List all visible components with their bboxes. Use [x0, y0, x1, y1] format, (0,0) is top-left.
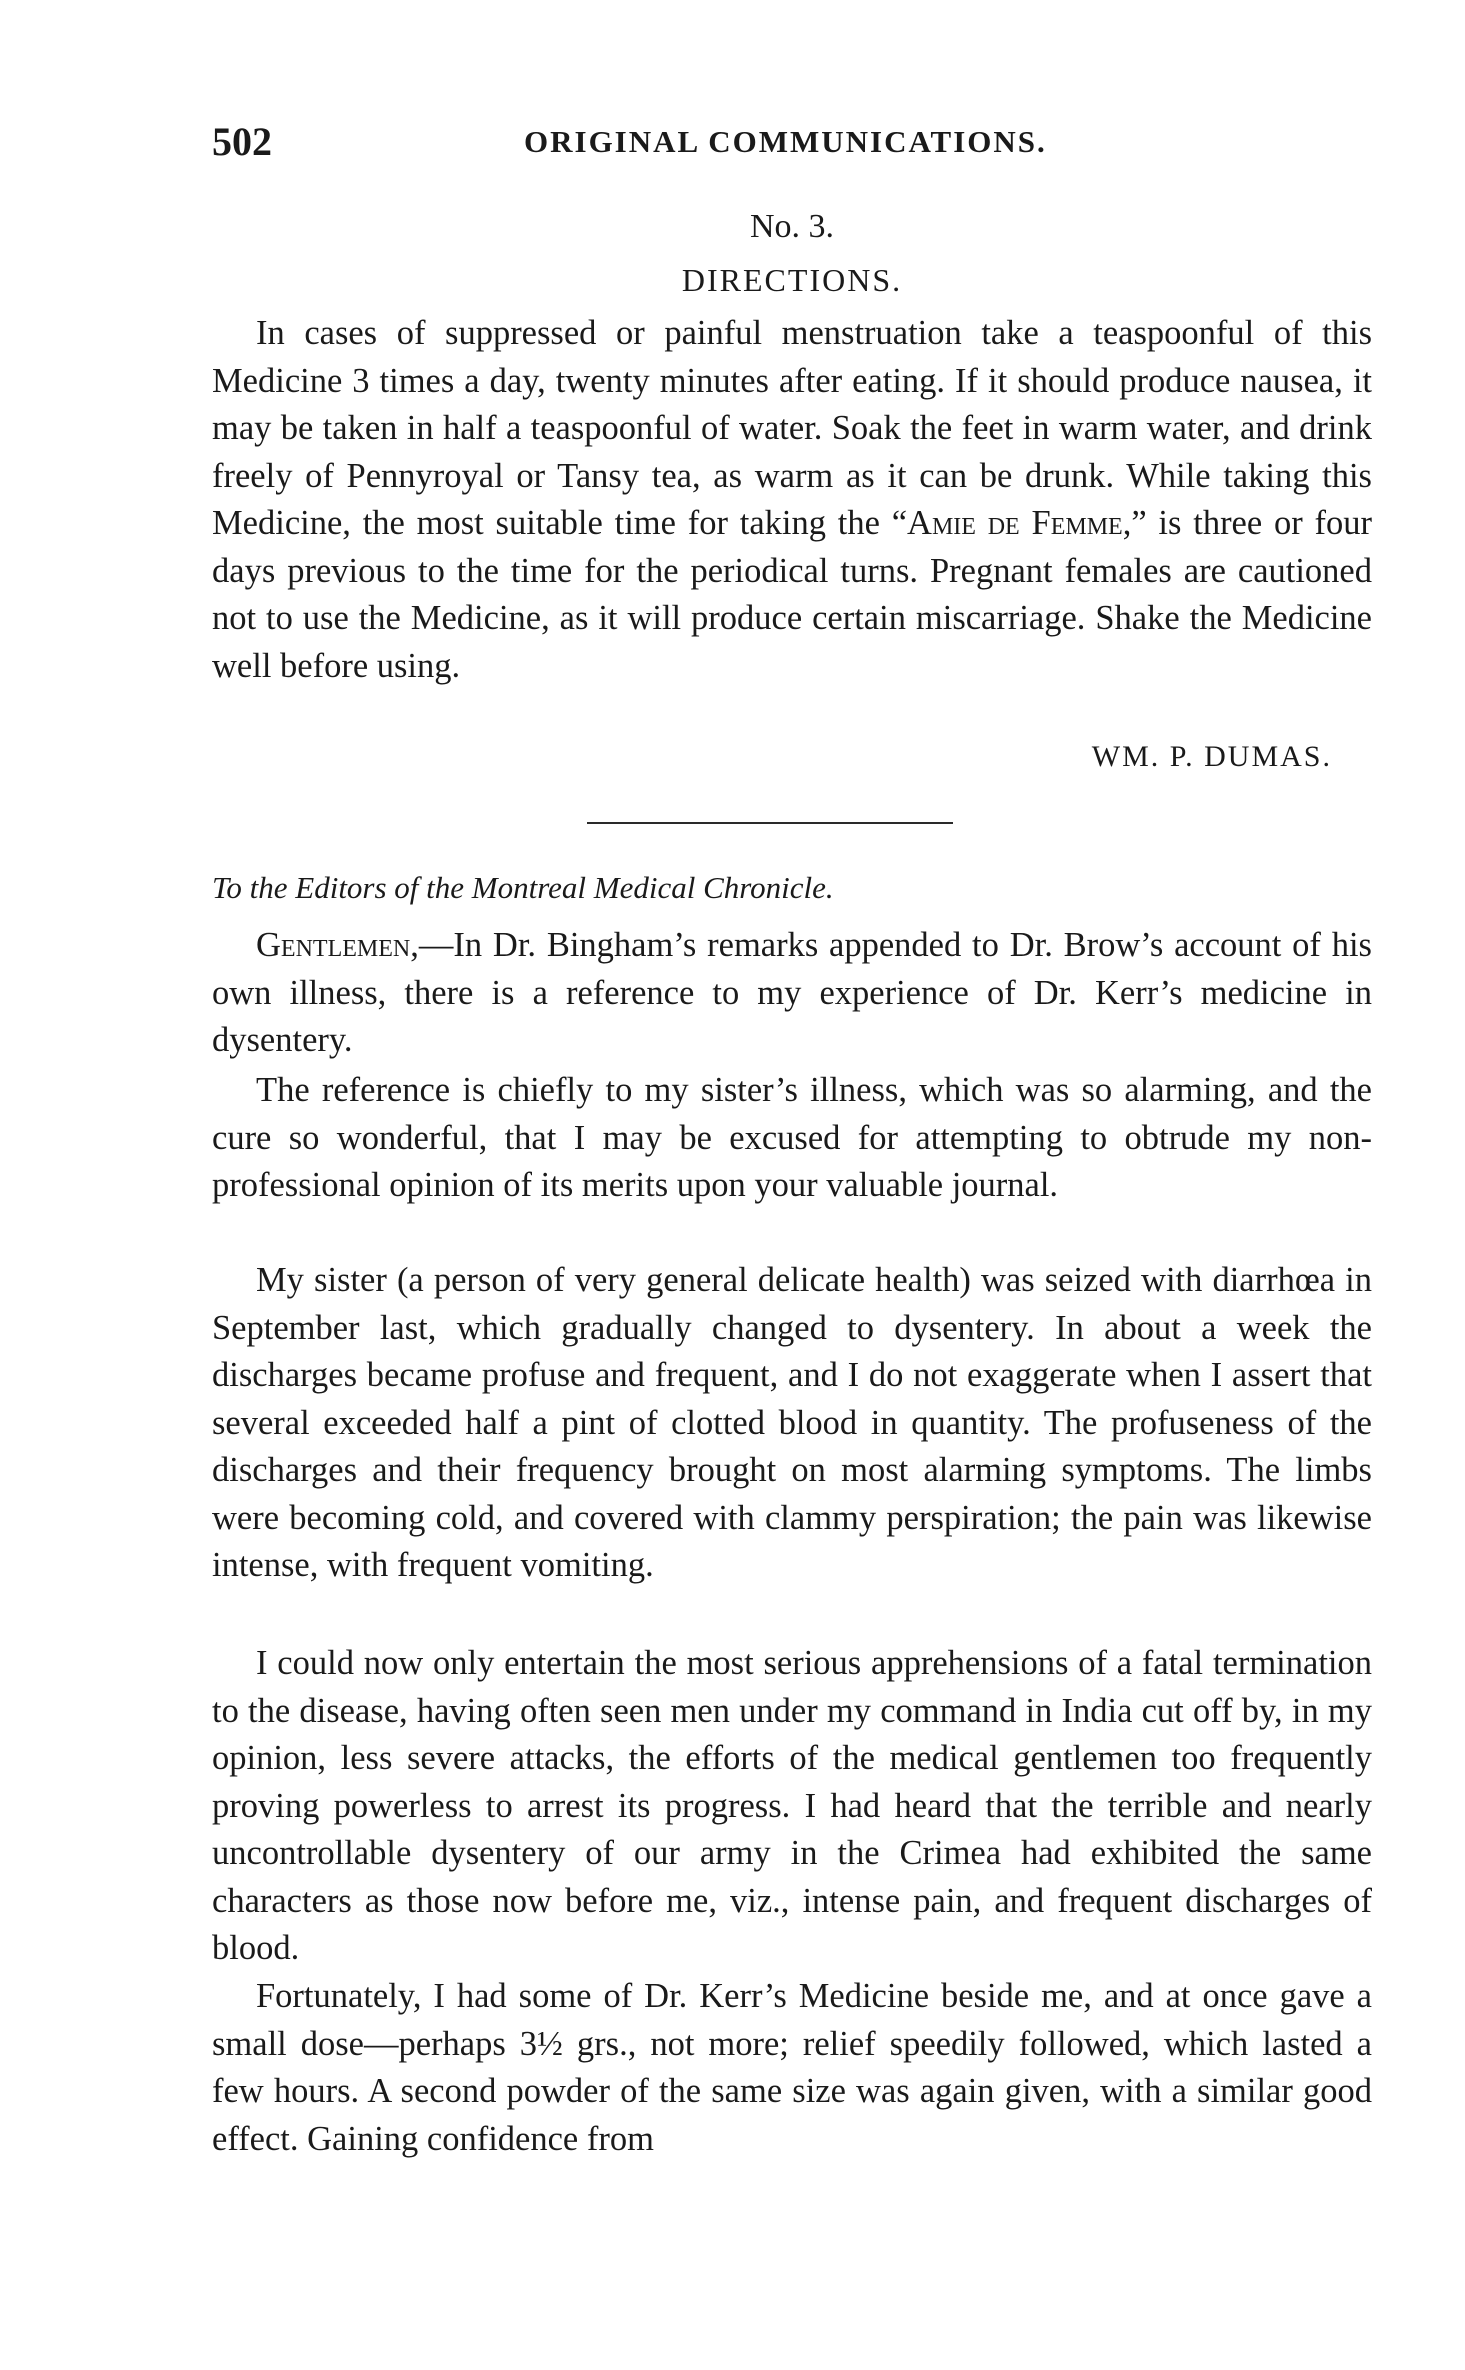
directions-text-part2: ,” is three or four days previous to the time for the periodical turns. Pregnant females are cautioned not to use the Medicine, as it will produce certain miscarriage. Shake the Medicine well before using. — [212, 504, 1372, 685]
running-title: ORIGINAL COMMUNICATIONS. — [524, 124, 1047, 159]
salutation: Gentlemen, — [256, 926, 419, 964]
letter-paragraph-4: I could now only entertain the most serious apprehensions of a fatal termination to the disease, having often seen men under my command in India cut off by, in my opinion, less severe attacks, the efforts of the medical gentlemen too frequently proving powerless to arrest its progress. I had heard that the terrible and nearly uncontrollable dysentery of our army in the Crimea had exhibited the same characters as those now before me, viz., intense pain, and frequent discharges of blood. — [212, 1644, 1372, 1967]
page-number: 502 — [212, 119, 272, 164]
amie-de-femme: Amie de Femme — [907, 504, 1123, 542]
running-header — [212, 118, 1372, 168]
letter-address: To the Editors of the Montreal Medical Chronicle. — [212, 870, 834, 905]
directions-text-part1: In cases of suppressed or painful menstruation take a teaspoonful of this Medicine 3 times a day, twenty minutes after eating. If it should produce nausea, it may be taken in half a teaspoonful of water. Soak the feet in warm water, and drink freely of Pennyroyal or Tansy tea, as warm as it can be drunk. While taking this Medicine, the most suitable time for taking the “ — [212, 314, 1372, 542]
letter-paragraph-5: Fortunately, I had some of Dr. Kerr’s Medicine beside me, and at once gave a small dose—perhaps 3½ grs., not more; relief speedily followed, which lasted a few hours. A second powder of the same size was again given, with a similar good effect. Gaining confidence from — [212, 1977, 1372, 2158]
letter-paragraph-1-text: —In Dr. Bingham’s remarks appended to Dr. Brow’s account of his own illness, there is a reference to my experience of Dr. Kerr’s medicine in dysentery. — [212, 926, 1372, 1059]
letter-paragraph-2: The reference is chiefly to my sister’s illness, which was so alarming, and the cure so wonderful, that I may be excused for attempting to obtrude my non-professional opinion of its merits upon your valuable journal. — [212, 1071, 1372, 1204]
signature: WM. P. DUMAS. — [1091, 740, 1332, 773]
section-divider — [587, 822, 953, 824]
directions-paragraph — [212, 310, 1372, 690]
directions-number: No. 3. — [749, 208, 835, 245]
letter-paragraph-3: My sister (a person of very general delicate health) was seized with diarrhœa in September last, which gradually changed to dysentery. In about a week the discharges became profuse and frequent, and I do not exaggerate when I assert that several exceeded half a pint of clotted blood in quantity. The profuseness of the discharges and their frequency brought on most alarming symptoms. The limbs were becoming cold, and covered with clammy perspiration; the pain was likewise intense, with frequent vomiting. — [212, 1261, 1372, 1584]
directions-heading: DIRECTIONS. — [681, 262, 903, 298]
letter-paragraph-1 — [212, 922, 1372, 1065]
